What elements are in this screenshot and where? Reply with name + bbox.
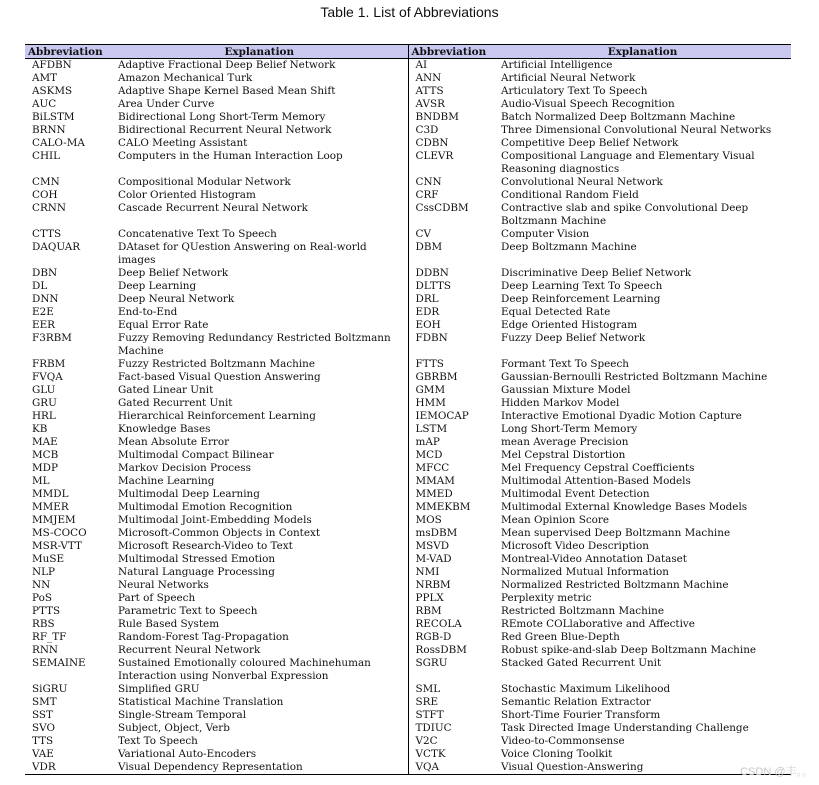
table-row: [25, 332, 791, 358]
table-row: [25, 98, 791, 111]
abbreviation-cell: FRBM: [32, 358, 66, 370]
explanation-cell: Multimodal Event Detection: [501, 488, 650, 500]
table-row: [25, 228, 791, 241]
abbreviation-cell: HMM: [408, 397, 494, 410]
explanation-cell: Color Oriented Histogram: [118, 189, 256, 201]
explanation-cell: Multimodal Compact Bilinear: [118, 449, 274, 461]
abbreviation-cell: EER: [32, 319, 55, 331]
explanation-cell: Subject, Object, Verb: [118, 722, 230, 734]
table-row: [25, 605, 791, 618]
header-explanation-right: Explanation: [494, 45, 791, 59]
table-row: [25, 176, 791, 189]
explanation-cell: Fuzzy Restricted Boltzmann Machine: [118, 358, 316, 370]
explanation-cell: Edge Oriented Histogram: [501, 319, 638, 331]
abbreviation-cell: V2C: [408, 735, 494, 748]
explanation-cell: Multimodal External Knowledge Bases Models: [501, 501, 748, 513]
abbreviation-cell: F3RBM: [32, 332, 72, 344]
explanation-cell: Red Green Blue-Depth: [501, 631, 620, 643]
abbreviation-cell: RNN: [32, 644, 59, 656]
explanation-cell: Multimodal Attention-Based Models: [501, 475, 691, 487]
explanation-cell: Concatenative Text To Speech: [118, 228, 277, 240]
abbreviation-cell: RGB-D: [408, 631, 494, 644]
explanation-cell: Markov Decision Process: [118, 462, 251, 474]
table-row: [25, 761, 791, 775]
abbreviation-cell: DDBN: [408, 267, 494, 280]
explanation-cell: Articulatory Text To Speech: [501, 85, 648, 97]
table-body: [25, 59, 791, 775]
table-row: [25, 644, 791, 657]
explanation-cell: Robust spike-and-slab Deep Boltzmann Machine: [501, 644, 757, 656]
explanation-cell: Perplexity metric: [501, 592, 592, 604]
table-row: [25, 722, 791, 735]
explanation-cell: Gaussian-Bernoulli Restricted Boltzmann Machine: [501, 371, 768, 383]
table-row: [25, 371, 791, 384]
abbreviation-cell: CLEVR: [408, 150, 494, 176]
abbreviation-cell: RBS: [32, 618, 55, 630]
explanation-cell: Mean supervised Deep Boltzmann Machine: [501, 527, 731, 539]
explanation-cell: Cascade Recurrent Neural Network: [118, 202, 308, 214]
abbreviation-cell: CRF: [408, 189, 494, 202]
table-row: [25, 241, 791, 267]
table-row: [25, 59, 791, 73]
abbreviation-cell: MMDL: [32, 488, 69, 500]
table-row: [25, 566, 791, 579]
explanation-cell: Natural Language Processing: [118, 566, 275, 578]
abbreviation-cell: mAP: [408, 436, 494, 449]
table-row: [25, 384, 791, 397]
table-row: [25, 72, 791, 85]
explanation-cell: Multimodal Deep Learning: [118, 488, 260, 500]
table-row: [25, 423, 791, 436]
abbreviation-cell: DBM: [408, 241, 494, 267]
table-row: [25, 306, 791, 319]
abbreviation-cell: DNN: [32, 293, 59, 305]
abbreviation-cell: msDBM: [408, 527, 494, 540]
abbreviation-cell: PPLX: [408, 592, 494, 605]
abbreviation-cell: CRNN: [32, 202, 66, 214]
explanation-cell: Hierarchical Reinforcement Learning: [118, 410, 316, 422]
table-row: [25, 683, 791, 696]
table-row: [25, 579, 791, 592]
abbreviation-cell: CV: [408, 228, 494, 241]
abbreviation-cell: VDR: [32, 761, 56, 773]
abbreviation-cell: SVO: [32, 722, 55, 734]
abbreviation-cell: NRBM: [408, 579, 494, 592]
abbreviation-cell: DAQUAR: [32, 241, 81, 253]
abbreviation-cell: DRL: [408, 293, 494, 306]
explanation-cell: Video-to-Commonsense: [501, 735, 625, 747]
table-row: [25, 319, 791, 332]
abbreviation-cell: RF_TF: [32, 631, 67, 643]
table-row: [25, 618, 791, 631]
explanation-cell: Multimodal Joint-Embedding Models: [118, 514, 312, 526]
abbreviation-cell: MDP: [32, 462, 58, 474]
explanation-cell: Mel Cepstral Distortion: [501, 449, 626, 461]
abbreviation-cell: M-VAD: [408, 553, 494, 566]
explanation-cell: Compositional Modular Network: [118, 176, 291, 188]
table-row: [25, 748, 791, 761]
explanation-cell: Multimodal Stressed Emotion: [118, 553, 276, 565]
explanation-cell: Microsoft-Common Objects in Context: [118, 527, 321, 539]
table-row: [25, 501, 791, 514]
explanation-cell: Equal Detected Rate: [501, 306, 611, 318]
abbreviation-cell: PoS: [32, 592, 52, 604]
explanation-cell: Computer Vision: [501, 228, 590, 240]
abbreviation-cell: C3D: [408, 124, 494, 137]
table-caption: Table 1. List of Abbreviations: [320, 4, 499, 20]
header-abbreviation-left: Abbreviation: [25, 45, 111, 59]
abbreviation-cell: CMN: [32, 176, 60, 188]
abbreviation-cell: E2E: [32, 306, 54, 318]
abbreviation-cell: RECOLA: [408, 618, 494, 631]
abbreviation-cell: AI: [408, 59, 494, 73]
explanation-cell: Deep Boltzmann Machine: [501, 241, 637, 253]
explanation-cell: Montreal-Video Annotation Dataset: [501, 553, 687, 565]
abbreviation-cell: BiLSTM: [32, 111, 75, 123]
abbreviation-cell: DL: [32, 280, 48, 292]
table-row: [25, 735, 791, 748]
abbreviation-cell: CHIL: [32, 150, 61, 162]
table-row: [25, 449, 791, 462]
table-row: [25, 631, 791, 644]
explanation-cell: Convolutional Neural Network: [501, 176, 663, 188]
abbreviation-cell: MMED: [408, 488, 494, 501]
abbreviation-cell: RossDBM: [408, 644, 494, 657]
abbreviation-cell: ASKMS: [32, 85, 73, 97]
abbreviation-cell: MuSE: [32, 553, 65, 565]
abbreviation-cell: VCTK: [408, 748, 494, 761]
explanation-cell: Audio-Visual Speech Recognition: [501, 98, 675, 110]
table-row: [25, 397, 791, 410]
explanation-cell: Gated Linear Unit: [118, 384, 214, 396]
explanation-cell: Contractive slab and spike Convolutional Deep Boltzmann Machine: [501, 202, 749, 227]
explanation-cell: Deep Reinforcement Learning: [501, 293, 661, 305]
explanation-cell: Discriminative Deep Belief Network: [501, 267, 692, 279]
abbreviation-cell: MMJEM: [32, 514, 76, 526]
table-row: [25, 475, 791, 488]
explanation-cell: Conditional Random Field: [501, 189, 639, 201]
explanation-cell: Gated Recurrent Unit: [118, 397, 233, 409]
explanation-cell: Mel Frequency Cepstral Coefficients: [501, 462, 695, 474]
abbreviation-cell: CssCDBM: [408, 202, 494, 228]
explanation-cell: Visual Question-Answering: [501, 761, 644, 773]
abbreviation-cell: FTTS: [408, 358, 494, 371]
explanation-cell: Task Directed Image Understanding Challenge: [501, 722, 749, 734]
explanation-cell: Sustained Emotionally coloured Machinehuman Interaction using Nonverbal Expression: [118, 657, 371, 682]
table-row: [25, 696, 791, 709]
abbreviation-cell: STFT: [408, 709, 494, 722]
abbreviation-cell: NMI: [408, 566, 494, 579]
explanation-cell: Deep Belief Network: [118, 267, 229, 279]
explanation-cell: Microsoft Video Description: [501, 540, 649, 552]
abbreviation-cell: NLP: [32, 566, 55, 578]
abbreviation-cell: SRE: [408, 696, 494, 709]
table-row: [25, 150, 791, 176]
explanation-cell: Stochastic Maximum Likelihood: [501, 683, 671, 695]
explanation-cell: Statistical Machine Translation: [118, 696, 284, 708]
explanation-cell: Semantic Relation Extractor: [501, 696, 651, 708]
table-row: [25, 85, 791, 98]
abbreviation-cell: NN: [32, 579, 51, 591]
abbreviation-cell: FDBN: [408, 332, 494, 358]
table-row: [25, 410, 791, 423]
abbreviation-cell: LSTM: [408, 423, 494, 436]
abbreviation-cell: FVQA: [32, 371, 63, 383]
abbreviation-cell: TTS: [32, 735, 54, 747]
explanation-cell: Long Short-Term Memory: [501, 423, 638, 435]
explanation-cell: Fact-based Visual Question Answering: [118, 371, 321, 383]
explanation-cell: Variational Auto-Encoders: [118, 748, 257, 760]
explanation-cell: Area Under Curve: [118, 98, 215, 110]
abbreviation-cell: MMEKBM: [408, 501, 494, 514]
explanation-cell: Fuzzy Removing Redundancy Restricted Boltzmann Machine: [118, 332, 391, 357]
table-row: [25, 709, 791, 722]
table-header-row: [25, 45, 791, 59]
table-row: [25, 527, 791, 540]
explanation-cell: Parametric Text to Speech: [118, 605, 258, 617]
abbreviation-cell: SEMAINE: [32, 657, 86, 669]
explanation-cell: Adaptive Shape Kernel Based Mean Shift: [118, 85, 336, 97]
abbreviation-cell: MSVD: [408, 540, 494, 553]
abbreviation-cell: ML: [32, 475, 50, 487]
abbreviation-cell: ANN: [408, 72, 494, 85]
abbreviation-cell: GRU: [32, 397, 57, 409]
abbreviation-cell: VQA: [408, 761, 494, 775]
table-row: [25, 202, 791, 228]
abbreviation-cell: SST: [32, 709, 53, 721]
table-row: [25, 488, 791, 501]
explanation-cell: Competitive Deep Belief Network: [501, 137, 679, 149]
abbreviation-cell: BRNN: [32, 124, 66, 136]
explanation-cell: Text To Speech: [118, 735, 198, 747]
abbreviation-cell: GMM: [408, 384, 494, 397]
abbreviation-cell: CALO-MA: [32, 137, 85, 149]
table-row: [25, 189, 791, 202]
abbreviation-cell: MMAM: [408, 475, 494, 488]
explanation-cell: CALO Meeting Assistant: [118, 137, 248, 149]
abbreviation-cell: DLTTS: [408, 280, 494, 293]
abbreviation-cell: SMT: [32, 696, 57, 708]
abbreviation-cell: SiGRU: [32, 683, 68, 695]
abbreviation-cell: EDR: [408, 306, 494, 319]
table-row: [25, 514, 791, 527]
abbreviation-cell: AUC: [32, 98, 57, 110]
explanation-cell: Gaussian Mixture Model: [501, 384, 631, 396]
explanation-cell: Visual Dependency Representation: [118, 761, 303, 773]
explanation-cell: Deep Neural Network: [118, 293, 235, 305]
abbreviation-cell: CTTS: [32, 228, 62, 240]
table-row: [25, 657, 791, 683]
explanation-cell: Bidirectional Long Short-Term Memory: [118, 111, 326, 123]
abbreviation-cell: RBM: [408, 605, 494, 618]
abbreviation-cell: CDBN: [408, 137, 494, 150]
abbreviation-cell: MOS: [408, 514, 494, 527]
explanation-cell: Fuzzy Deep Belief Network: [501, 332, 646, 344]
abbreviation-cell: ATTS: [408, 85, 494, 98]
abbreviations-table: [25, 44, 791, 775]
explanation-cell: Stacked Gated Recurrent Unit: [501, 657, 662, 669]
table-row: [25, 462, 791, 475]
abbreviation-cell: COH: [32, 189, 58, 201]
explanation-cell: Simplified GRU: [118, 683, 200, 695]
explanation-cell: Random-Forest Tag-Propagation: [118, 631, 289, 643]
explanation-cell: DAtaset for QUestion Answering on Real-world images: [118, 241, 367, 266]
explanation-cell: Hidden Markov Model: [501, 397, 620, 409]
table-row: [25, 436, 791, 449]
abbreviation-cell: KB: [32, 423, 48, 435]
table-row: [25, 267, 791, 280]
explanation-cell: Short-Time Fourier Transform: [501, 709, 661, 721]
explanation-cell: Machine Learning: [118, 475, 215, 487]
table-row: [25, 592, 791, 605]
explanation-cell: Equal Error Rate: [118, 319, 209, 331]
abbreviation-cell: CNN: [408, 176, 494, 189]
explanation-cell: REmote COLlaborative and Affective: [501, 618, 695, 630]
abbreviation-cell: SGRU: [408, 657, 494, 683]
abbreviation-cell: IEMOCAP: [408, 410, 494, 423]
explanation-cell: Interactive Emotional Dyadic Motion Capture: [501, 410, 742, 422]
explanation-cell: Artificial Intelligence: [501, 59, 613, 71]
explanation-cell: Knowledge Bases: [118, 423, 211, 435]
explanation-cell: Single-Stream Temporal: [118, 709, 247, 721]
explanation-cell: Neural Networks: [118, 579, 209, 591]
table-row: [25, 293, 791, 306]
abbreviation-cell: MMER: [32, 501, 69, 513]
abbreviation-cell: SML: [408, 683, 494, 696]
table-row: [25, 137, 791, 150]
explanation-cell: Recurrent Neural Network: [118, 644, 261, 656]
explanation-cell: Microsoft Research-Video to Text: [118, 540, 293, 552]
abbreviation-cell: MSR-VTT: [32, 540, 82, 552]
explanation-cell: Normalized Restricted Boltzmann Machine: [501, 579, 729, 591]
explanation-cell: Adaptive Fractional Deep Belief Network: [118, 59, 336, 71]
explanation-cell: mean Average Precision: [501, 436, 629, 448]
explanation-cell: Restricted Boltzmann Machine: [501, 605, 664, 617]
abbreviation-cell: GBRBM: [408, 371, 494, 384]
watermark: CSDN @丰。。: [740, 766, 813, 778]
table-row: [25, 358, 791, 371]
abbreviation-cell: DBN: [32, 267, 58, 279]
abbreviation-cell: MCB: [32, 449, 59, 461]
abbreviation-cell: TDIUC: [408, 722, 494, 735]
explanation-cell: Computers in the Human Interaction Loop: [118, 150, 343, 162]
explanation-cell: Part of Speech: [118, 592, 196, 604]
explanation-cell: Multimodal Emotion Recognition: [118, 501, 293, 513]
explanation-cell: Compositional Language and Elementary Visual Reasoning diagnostics: [501, 150, 755, 175]
explanation-cell: Batch Normalized Deep Boltzmann Machine: [501, 111, 736, 123]
explanation-cell: Three Dimensional Convolutional Neural Networks: [501, 124, 772, 136]
abbreviation-cell: EOH: [408, 319, 494, 332]
abbreviation-cell: GLU: [32, 384, 56, 396]
abbreviation-cell: MS-COCO: [32, 527, 87, 539]
abbreviation-cell: BNDBM: [408, 111, 494, 124]
explanation-cell: Rule Based System: [118, 618, 220, 630]
explanation-cell: Deep Learning: [118, 280, 197, 292]
table-row: [25, 111, 791, 124]
explanation-cell: Formant Text To Speech: [501, 358, 629, 370]
explanation-cell: Bidirectional Recurrent Neural Network: [118, 124, 332, 136]
explanation-cell: Mean Absolute Error: [118, 436, 230, 448]
table-row: [25, 280, 791, 293]
explanation-cell: End-to-End: [118, 306, 178, 318]
header-explanation-left: Explanation: [111, 45, 408, 59]
abbreviation-cell: MCD: [408, 449, 494, 462]
abbreviation-cell: AFDBN: [32, 59, 72, 71]
explanation-cell: Mean Opinion Score: [501, 514, 610, 526]
abbreviation-cell: VAE: [32, 748, 54, 760]
table-row: [25, 553, 791, 566]
header-abbreviation-right: Abbreviation: [408, 45, 494, 59]
abbreviation-cell: MAE: [32, 436, 58, 448]
abbreviation-cell: MFCC: [408, 462, 494, 475]
explanation-cell: Voice Cloning Toolkit: [501, 748, 613, 760]
explanation-cell: Artificial Neural Network: [501, 72, 636, 84]
explanation-cell: Amazon Mechanical Turk: [118, 72, 253, 84]
abbreviation-cell: AVSR: [408, 98, 494, 111]
abbreviation-cell: AMT: [32, 72, 58, 84]
abbreviation-cell: HRL: [32, 410, 56, 422]
explanation-cell: Deep Learning Text To Speech: [501, 280, 663, 292]
abbreviation-cell: PTTS: [32, 605, 61, 617]
table-row: [25, 540, 791, 553]
explanation-cell: Normalized Mutual Information: [501, 566, 669, 578]
table-row: [25, 124, 791, 137]
